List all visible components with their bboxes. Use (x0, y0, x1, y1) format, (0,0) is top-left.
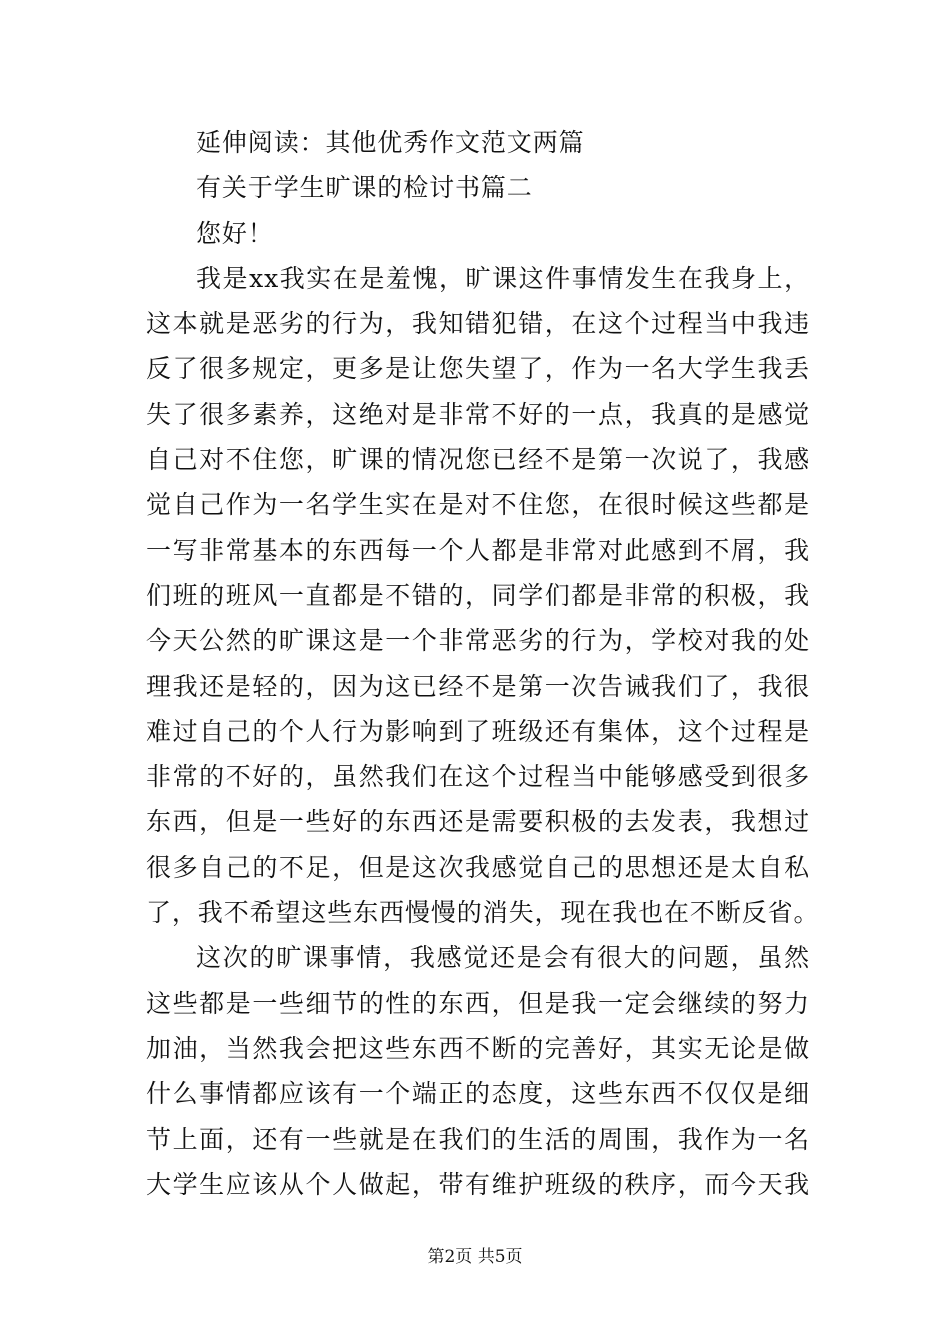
paragraph-1-line-4: 失了很多素养，这绝对是非常不好的一点，我真的是感觉 (146, 399, 810, 429)
paragraph-1-line-7: 一写非常基本的东西每一个人都是非常对此感到不屑，我 (146, 535, 810, 565)
essay-title: 有关于学生旷课的检讨书篇二 (196, 173, 533, 203)
paragraph-2-line-4: 什么事情都应该有一个端正的态度，这些东西不仅仅是细 (146, 1079, 810, 1109)
paragraph-1-line-2: 这本就是恶劣的行为，我知错犯错，在这个过程当中我违 (146, 309, 810, 339)
paragraph-1-line-5: 自己对不住您，旷课的情况您已经不是第一次说了，我感 (146, 445, 810, 475)
paragraph-2-line-2: 这些都是一些细节的性的东西，但是我一定会继续的努力 (146, 988, 810, 1018)
paragraph-1-line-8: 们班的班风一直都是不错的，同学们都是非常的积极，我 (146, 580, 810, 610)
paragraph-1-line-12: 非常的不好的，虽然我们在这个过程当中能够感受到很多 (146, 762, 810, 792)
paragraph-1-line-6: 觉自己作为一名学生实在是对不住您，在很时候这些都是 (146, 490, 810, 520)
paragraph-2-line-3: 加油，当然我会把这些东西不断的完善好，其实无论是做 (146, 1033, 810, 1063)
paragraph-1-line-9: 今天公然的旷课这是一个非常恶劣的行为，学校对我的处 (146, 626, 810, 656)
paragraph-1-line-13: 东西，但是一些好的东西还是需要积极的去发表，我想过 (146, 807, 810, 837)
paragraph-1-line-3: 反了很多规定，更多是让您失望了，作为一名大学生我丢 (146, 354, 810, 384)
paragraph-2-line-5: 节上面，还有一些就是在我们的生活的周围，我作为一名 (146, 1124, 810, 1154)
paragraph-1-line-1: 我是xx我实在是羞愧，旷课这件事情发生在我身上， (196, 263, 810, 293)
paragraph-2-line-1: 这次的旷课事情，我感觉还是会有很大的问题，虽然 (196, 943, 810, 973)
document-body (146, 120, 820, 1207)
page-number-footer: 第2页 共5页 (427, 1247, 523, 1267)
paragraph-2-line-6: 大学生应该从个人做起，带有维护班级的秩序，而今天我 (146, 1169, 810, 1199)
paragraph-1-line-10: 理我还是轻的，因为这已经不是第一次告诫我们了，我很 (146, 671, 810, 701)
paragraph-1-line-14: 很多自己的不足，但是这次我感觉自己的思想还是太自私 (146, 852, 810, 882)
paragraph-1-line-11: 难过自己的个人行为影响到了班级还有集体，这个过程是 (146, 716, 810, 746)
paragraph-1-line-15: 了，我不希望这些东西慢慢的消失，现在我也在不断反省。 (146, 898, 820, 928)
salutation: 您好！ (196, 218, 274, 248)
reading-heading: 延伸阅读：其他优秀作文范文两篇 (196, 128, 585, 157)
